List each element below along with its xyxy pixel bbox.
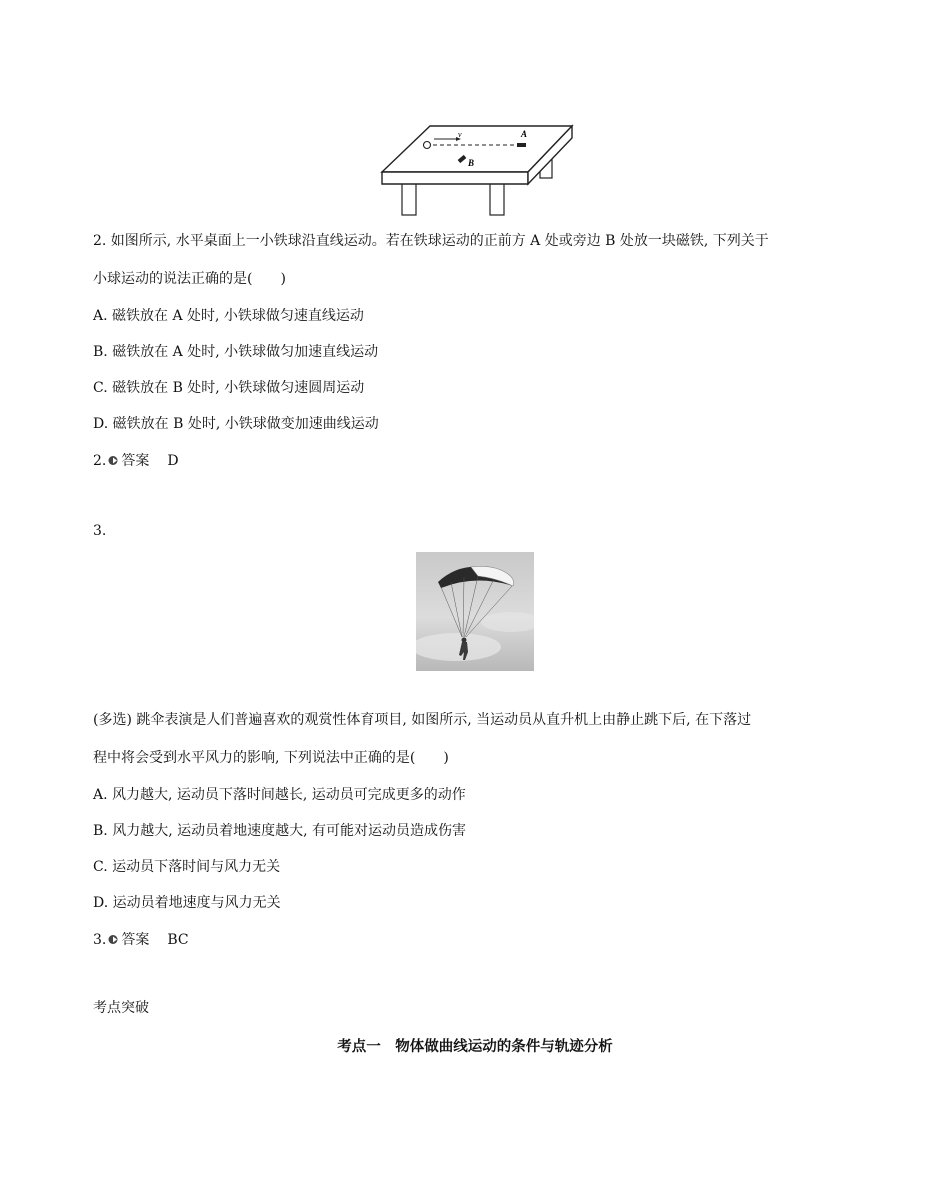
q3-answer [93,931,189,949]
q3-stem-line1: (多选) 跳伞表演是人们普遍喜欢的观赏性体育项目, 如图所示, 当运动员从直升机上由静止跳下后, 在下落过 [93,712,752,728]
label-a: A [521,129,528,139]
q2-answer [93,452,179,470]
label-b: B [468,158,475,168]
q3-answer-prefix: 3. [93,932,107,948]
q3-answer-value: BC [167,932,189,948]
q2-answer-value: D [167,453,179,469]
q3-stem-line2: 程中将会受到水平风力的影响, 下列说法中正确的是( ) [93,750,449,766]
q3-number: 3. [93,523,107,539]
answer-icon [107,455,120,466]
q2-option-a: A. 磁铁放在 A 处时, 小铁球做匀速直线运动 [93,308,364,324]
q3-answer-label: 答案 [121,932,150,948]
q2-answer-prefix: 2. [93,453,107,469]
table-magnet-figure [378,120,574,218]
q3-option-a: A. 风力越大, 运动员下落时间越长, 运动员可完成更多的动作 [93,787,466,803]
q2-answer-label: 答案 [121,453,150,469]
q2-option-c: C. 磁铁放在 B 处时, 小铁球做匀速圆周运动 [93,380,365,396]
q2-stem-line1: 2. 如图所示, 水平桌面上一小铁球沿直线运动。若在铁球运动的正前方 A 处或旁边 B 处放一块磁铁, 下列关于 [93,233,769,249]
parachute-photo [416,552,534,671]
q2-stem-line2: 小球运动的说法正确的是( ) [93,271,286,287]
q3-option-b: B. 风力越大, 运动员着地速度越大, 有可能对运动员造成伤害 [93,823,466,839]
answer-icon [107,934,120,945]
q2-option-b: B. 磁铁放在 A 处时, 小铁球做匀加速直线运动 [93,344,379,360]
q3-option-d: D. 运动员着地速度与风力无关 [93,895,281,911]
q3-option-c: C. 运动员下落时间与风力无关 [93,859,281,875]
section-heading: 考点一 物体做曲线运动的条件与轨迹分析 [337,1039,613,1055]
velocity-label: v [458,130,462,139]
q2-option-d: D. 磁铁放在 B 处时, 小铁球做变加速曲线运动 [93,416,379,432]
section-title: 考点突破 [93,1000,149,1016]
